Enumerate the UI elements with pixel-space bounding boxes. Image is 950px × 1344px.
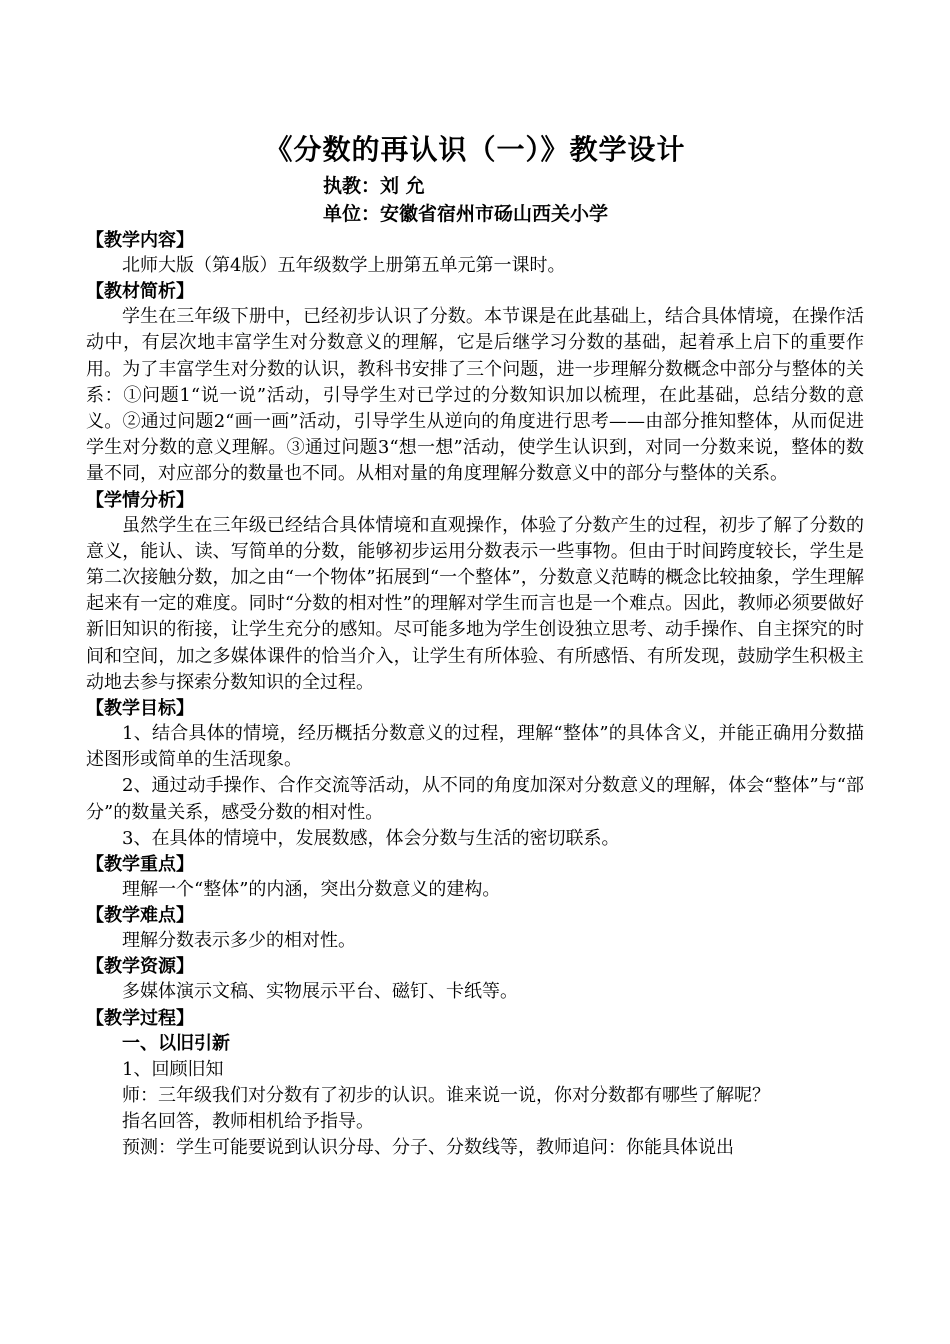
paragraph-difficulties: 理解分数表示多少的相对性。 <box>122 930 356 952</box>
paragraph-resources: 多媒体演示文稿、实物展示平台、磁钉、卡纸等。 <box>122 981 518 1003</box>
heading-content: 【教学内容】 <box>86 230 194 251</box>
paragraph-students: 虽然学生在三年级已经结合具体情境和直观操作，体验了分数产生的过程，初步了解了分数的意义，能认、读、写简单的分数，能够初步运用分数表示一些事物。但由于时间跨度较长，学生是第二次接触分数，加之由“一个物体”拓展到“一个整体”，分数意义范畴的概念比较抽象，学生理解起来有一定的难度。同时“分数的相对性”的理解对学生而言也是一个难点。因此，教师必须要做好新旧知识的衔接，让学生充分的感知。尽可能多地为学生创设独立思考、动手操作、自主探究的时间和空间，加之多媒体课件的恰当介入，让学生有所体验、有所感悟、有所发现，鼓励学生积极主动地去参与探索分数知识的全过程。 <box>86 514 864 693</box>
paragraph-key-points: 理解一个“整体”的内涵，突出分数意义的建构。 <box>122 879 501 901</box>
document-title: 《分数的再认识（一）》教学设计 <box>264 133 686 166</box>
heading-resources: 【教学资源】 <box>86 956 194 978</box>
heading-students: 【学情分析】 <box>86 489 194 511</box>
heading-textbook: 【教材简析】 <box>86 281 194 303</box>
paragraph-content: 北师大版（第4版）五年级数学上册第五单元第一课时。 <box>122 255 566 276</box>
document-page <box>86 128 864 1161</box>
teacher-line: 执教：刘 允 <box>323 175 425 197</box>
paragraph-textbook: 学生在三年级下册中，已经初步认识了分数。本节课是在此基础上，结合具体情境，在操作活动中，有层次地丰富学生对分数意义的理解，它是后继学习分数的基础，起着承上启下的重要作用。为了丰富学生对分数的认识，教科书安排了三个问题，进一步理解分数概念中部分与整体的关系：①问题1“说一说”活动，引导学生对已学过的分数知识加以梳理，在此基础，总结分数的意义。②通过问题2“画一画”活动，引导学生从逆向的角度进行思考——由部分推知整体，从而促进学生对分数的意义理解。③通过问题3“想一想”活动，使学生认识到，对同一分数来说，整体的数量不同，对应部分的数量也不同。从相对量的角度理解分数意义中的部分与整体的关系。 <box>86 306 864 485</box>
paragraph-goal-1: 1、结合具体的情境，经历概括分数意义的过程，理解“整体”的具体含义，并能正确用分数描述图形或简单的生活现象。 <box>86 723 864 771</box>
paragraph-process-3: 指名回答，教师相机给予指导。 <box>122 1111 374 1133</box>
unit-line: 单位：安徽省宿州市砀山西关小学 <box>323 203 609 225</box>
heading-key-points: 【教学重点】 <box>86 854 194 876</box>
heading-difficulties: 【教学难点】 <box>86 905 194 927</box>
paragraph-process-2: 师：三年级我们对分数有了初步的认识。谁来说一说，你对分数都有哪些了解呢？ <box>122 1084 770 1106</box>
heading-goals: 【教学目标】 <box>86 698 194 720</box>
paragraph-process-4: 预测：学生可能要说到认识分母、分子、分数线等，教师追问：你能具体说出 <box>122 1137 734 1159</box>
heading-process: 【教学过程】 <box>86 1007 194 1029</box>
paragraph-goal-3: 3、在具体的情境中，发展数感，体会分数与生活的密切联系。 <box>122 827 620 849</box>
paragraph-goal-2: 2、通过动手操作、合作交流等活动，从不同的角度加深对分数意义的理解，体会“整体”与“部分”的数量关系，感受分数的相对性。 <box>86 775 864 823</box>
subheading-process: 一、以旧引新 <box>122 1032 230 1054</box>
paragraph-process-1: 1、回顾旧知 <box>122 1058 224 1080</box>
